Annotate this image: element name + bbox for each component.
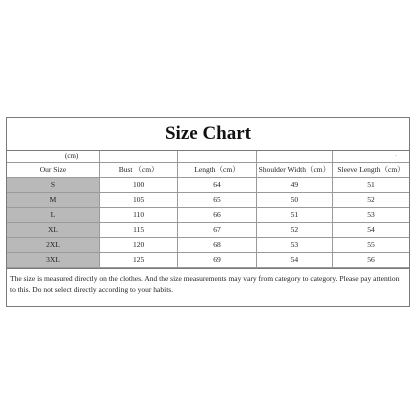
unit-row-cell [99, 151, 177, 163]
table-cell: 67 [178, 223, 256, 238]
unit-row-cell [178, 151, 256, 163]
table-row [7, 238, 409, 253]
table-cell: 50 [256, 193, 332, 208]
table-cell: 105 [99, 193, 177, 208]
table-row [7, 253, 409, 268]
column-header: Length（cm） [178, 163, 256, 178]
size-cell: 3XL [7, 253, 99, 268]
table-row [7, 223, 409, 238]
unit-row-mark: · [333, 151, 409, 163]
table-cell: 115 [99, 223, 177, 238]
table-cell: 53 [333, 208, 409, 223]
unit-row-cell [256, 151, 332, 163]
table-cell: 54 [333, 223, 409, 238]
table-cell: 51 [256, 208, 332, 223]
size-cell: L [7, 208, 99, 223]
size-cell: 2XL [7, 238, 99, 253]
size-chart [6, 117, 410, 307]
chart-title: Size Chart [7, 118, 409, 151]
column-header: Our Size [7, 163, 99, 178]
table-row [7, 208, 409, 223]
table-cell: 69 [178, 253, 256, 268]
table-cell: 52 [333, 193, 409, 208]
table-cell: 49 [256, 178, 332, 193]
table-cell: 110 [99, 208, 177, 223]
table-cell: 65 [178, 193, 256, 208]
table-cell: 64 [178, 178, 256, 193]
table-cell: 66 [178, 208, 256, 223]
table-cell: 100 [99, 178, 177, 193]
table-cell: 56 [333, 253, 409, 268]
unit-row [7, 151, 409, 163]
table-row [7, 178, 409, 193]
table-cell: 125 [99, 253, 177, 268]
table-cell: 120 [99, 238, 177, 253]
size-cell: S [7, 178, 99, 193]
column-header: Bust （cm） [99, 163, 177, 178]
table-cell: 55 [333, 238, 409, 253]
table-cell: 68 [178, 238, 256, 253]
column-header: Shoulder Width（cm） [256, 163, 332, 178]
header-row [7, 163, 409, 178]
size-table [7, 151, 409, 268]
table-cell: 52 [256, 223, 332, 238]
table-row [7, 193, 409, 208]
size-cell: XL [7, 223, 99, 238]
measurement-note: The size is measured directly on the clothes. And the size measurements may vary from category to category. Please pay attention to this. Do not select directly according to your habits. [7, 268, 409, 306]
unit-label: (cm) [7, 151, 99, 163]
size-cell: M [7, 193, 99, 208]
table-cell: 53 [256, 238, 332, 253]
table-cell: 54 [256, 253, 332, 268]
table-cell: 51 [333, 178, 409, 193]
column-header: Sleeve Length（cm） [333, 163, 409, 178]
